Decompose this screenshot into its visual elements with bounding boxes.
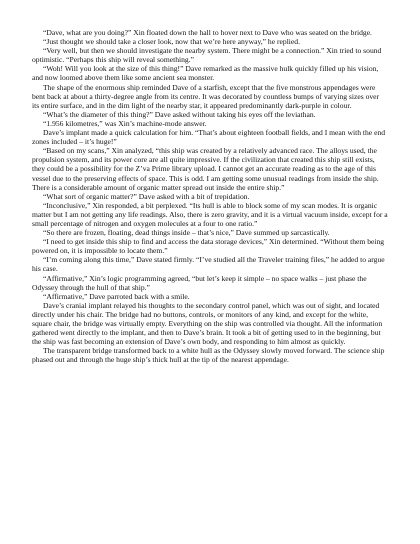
paragraph-17: Dave’s cranial implant relayed his thoughts to the secondary control panel, which was out of sight, and located directly under his chair. The bridge had no buttons, controls, or monitors of any kind, and except for the white, square chair, the bridge was virtually empty. Everything on the ship was controlled via thought. All the information gathered went directly to the implant, and then to Dave’s brain. It took a bit of getting used to in the beginning, but the ship was fast becoming an extension of Dave’s own body, and responding to him almost as quickly.: [32, 300, 383, 347]
paragraph-11: “Inconclusive,” Xin responded, a bit perplexed. “Its hull is able to block some of my scan modes. It is organic matter but I am not getting any life readings. Also, there is zero gravity, and it is a virtual vacuum inside, except for a small percentage of nitrogen and oxygen molecules at a four to one ratio.”: [32, 200, 388, 228]
paragraph-18: The transparent bridge transformed back to a white hull as the Odyssey slowly moved forward. The science ship phased out and through the huge ship’s thick hull at the tip of the nearest appendage.: [32, 346, 385, 365]
paragraph-7: “1.956 kilometres,” was Xin’s machine-mode answer.: [43, 118, 207, 128]
paragraph-15: “Affirmative,” Xin’s logic programming agreed, “but let’s keep it simple – no space walks – just phase the Odyssey through the hull of that ship.”: [32, 273, 367, 292]
paragraph-4: “Woh! Will you look at the size of this thing!” Dave remarked as the massive hulk quickly filled up his vision, and now loomed above them like some ancient sea monster.: [32, 64, 379, 83]
paragraph-12: “So there are frozen, floating, dead things inside – that’s nice,” Dave summed up sarcastically.: [43, 228, 330, 238]
paragraph-8: Dave’s implant made a quick calculation for him. “That’s about eighteen football fields, and I mean with the end zones included – it’s huge!”: [32, 128, 386, 147]
document-page: [32, 28, 388, 364]
paragraph-14: “I’m coming along this time,” Dave stated firmly. “I’ve studied all the Traveler training files,” he added to argue his case.: [32, 255, 385, 274]
paragraph-2: “Just thought we should take a closer look, now that we’re here anyway,” he replied.: [43, 37, 300, 47]
paragraph-5: The shape of the enormous ship reminded Dave of a starfish, except that the five monstrous appendages were bent back at about a thirty-degree angle from its centre. It was decorated by countless bumps of varying sizes over its entire surface, and in the dim light of the nearby star, it appeared predominantly dark-purple in colour.: [32, 82, 380, 110]
paragraph-16: “Affirmative,” Dave parroted back with a smile.: [43, 291, 190, 301]
paragraph-9: “Based on my scans,” Xin analyzed, “this ship was created by a relatively advanced race. The alloys used, the propulsion system, and its power core are all quite impressive. If the civilization that created this ship still exists, they could be a possibility for the Z’va Prime library upload. I cannot get an accurate reading as to the age of this vessel due to the preserving effects of space. This is odd. I am getting some unusual readings from inside the ship. There is a considerable amount of organic matter spread out inside the entire ship.”: [32, 146, 379, 192]
paragraph-13: “I need to get inside this ship to find and access the data storage devices,” Xin determined. “Without them being powered on, it is impossible to locate them.”: [32, 237, 385, 256]
paragraph-6: “What’s the diameter of this thing?” Dave asked without taking his eyes off the leviathan.: [43, 109, 316, 119]
paragraph-3: “Very well, but then we should investigate the nearby system. There might be a connection.” Xin tried to sound optimistic. “Perhaps this ship will reveal something.”: [32, 46, 382, 65]
paragraph-10: “What sort of organic matter?” Dave asked with a bit of trepidation.: [43, 191, 250, 201]
paragraph-1: “Dave, what are you doing?” Xin floated down the hall to hover next to Dave who was seated on the bridge.: [43, 28, 372, 37]
